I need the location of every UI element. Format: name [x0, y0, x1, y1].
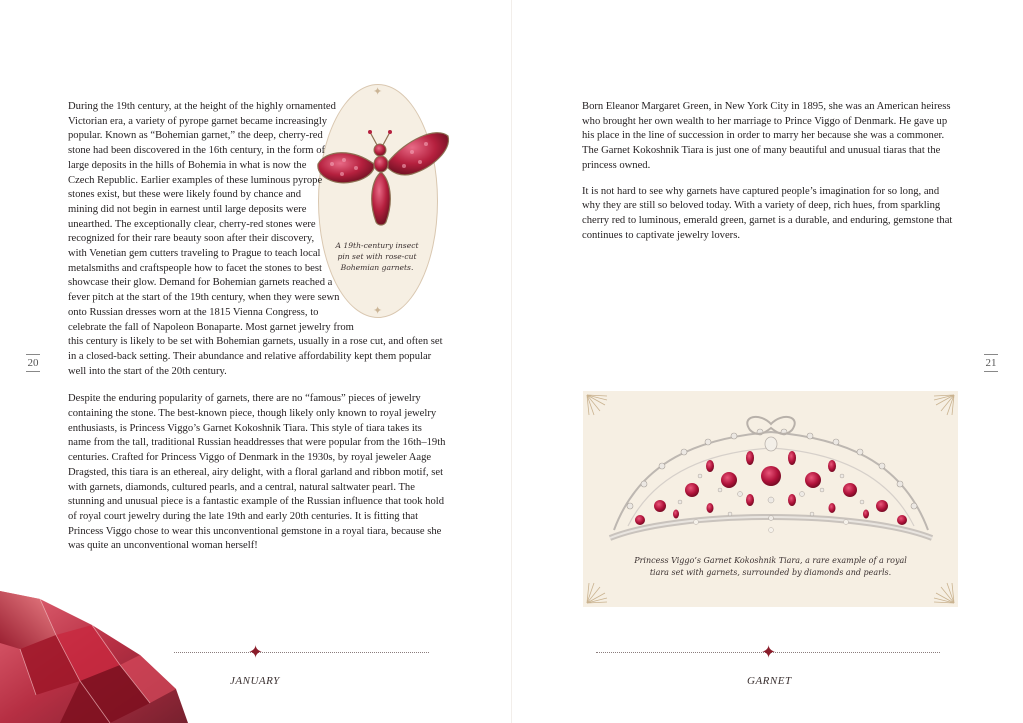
corner-fan-icon	[933, 582, 955, 604]
tiara-caption: Princess Viggo’s Garnet Kokoshnik Tiara, a rare example of a royal tiara set with garnets, surrounded by diamonds and pearls.	[634, 556, 907, 577]
right-page-body	[582, 100, 954, 243]
brooch-caption: A 19th-century insect pin set with rose-cut Bohemian garnets.	[335, 241, 419, 272]
left-paragraph-2: Despite the enduring popularity of garnets, there are no “famous” pieces of jewelry containing the stone. The best-known piece, though likely only known to royal jewelry enthusiasts, is Princess Viggo’s Garnet Kokoshnik Tiara. This style of tiara takes its name from the tall, traditional Russian headdresses that were popular from the 16th–19th centuries. Crafted for Princess Viggo of Denmark in the 1930s, by royal jeweler Aage Dragsted, this tiara is an ethereal, airy delight, with a floral garland and ribbon motif, set with garnets, diamonds, cultured pearls, and a central, natural saltwater pearl. The stunning and unusual piece is a fantastic example of the Russian influence that took hold of royal court jewelry during the late 19th and early 20th centuries. It is fitting that Princess Viggo chose to wear this unconventional gemstone in a royal tiara, because she was quite an unconventional woman herself!	[68, 393, 446, 552]
right-page-number: 21	[984, 352, 998, 374]
right-paragraph-2: It is not hard to see why garnets have captured people’s imagination for so long, and why they are still so beloved today. With a variety of deep, rich hues, from sparkling cherry red to luminous, emerald green, garnet is a durable, and enduring, gemstone that continues to captivate jewelry lovers.	[582, 185, 953, 241]
star-ornament-icon: ✦	[373, 305, 383, 317]
right-footer-label: GARNET	[747, 675, 792, 687]
tiara-illustration	[600, 410, 942, 548]
left-page-body	[68, 100, 446, 554]
page-gutter	[511, 0, 512, 723]
corner-fan-icon	[586, 582, 608, 604]
star-divider-icon: ✦	[248, 642, 264, 662]
star-divider-icon: ✦	[761, 642, 777, 662]
left-footer-label: JANUARY	[230, 675, 280, 687]
star-ornament-icon: ✦	[373, 86, 383, 98]
left-footer-rule	[174, 652, 429, 654]
left-page-number: 20	[26, 352, 40, 374]
right-paragraph-1: Born Eleanor Margaret Green, in New York City in 1895, she was an American heiress who brought her own wealth to her marriage to Prince Viggo of Denmark. He gave up his place in the line of succession in order to marry her because she was a commoner. The Garnet Kokoshnik Tiara is just one of many beautiful and unusual tiaras that the princess owned.	[582, 101, 951, 171]
garnet-crystal-illustration	[0, 585, 200, 723]
left-paragraph-1: During the 19th century, at the height of the highly ornamented Victorian era, a variety of pyrope garnet became increasingly popular. Known as “Bohemian garnet,” the deep, cherry-red stone had been discovered in the 16th century, in the form of large deposits in the hills of Bohemia in what is now the Czech Republic. Earlier examples of these luminous pyrope stones exist, but these were likely found by chance and mining did not begin in earnest until large deposits were unearthed. The exceptionally clear, cherry-red stones were recognized for their rare beauty soon after their discovery, with Venetian gem cutters traveling to Prague to teach local metalsmiths and craftspeople how to facet the stones to best showcase their glow. Demand for Bohemian garnets reached a fever pitch at the start of the 19th century, when they were sewn onto Russian dresses worn at the 1815 Vienna Congress, to celebrate the fall of Napoleon Bonaparte. Most garnet jewelry from this century is likely to be set with Bohemian garnets, usually in a rose cut, and often set in a closed-back setting. Their abundance and relative affordability kept them popular well into the start of the 20th century.	[68, 101, 443, 377]
